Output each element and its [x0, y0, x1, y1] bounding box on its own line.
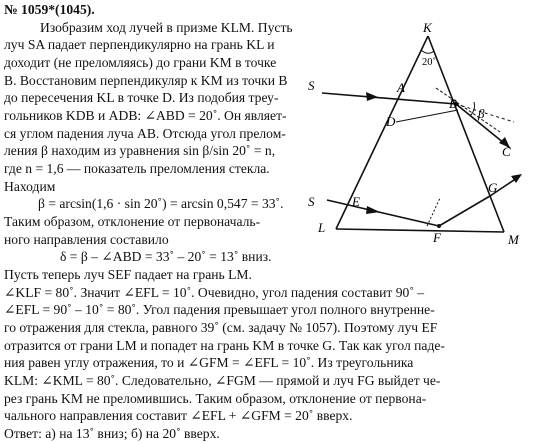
- text-line: ∠EFL = 90˚ – 10˚ = 80˚. Угол падения превышает угол полного внутренне-: [4, 302, 435, 318]
- text-line: где n = 1,6 — показатель преломления стекла.: [4, 161, 270, 176]
- label-a: A: [397, 80, 405, 95]
- label-s1: S: [308, 78, 315, 93]
- text-line: луч SA падает перпендикулярно на грань KL и: [4, 37, 275, 53]
- label-e: E: [352, 194, 360, 209]
- text-line: отразится от грани LM и попадет на грань KM в точке G. Так как угол паде-: [4, 337, 445, 353]
- text-line: ся углом падения луча AB. Отсюда угол прелом-: [4, 125, 286, 141]
- ray-fg: [439, 196, 490, 226]
- text-line: ного направления составило: [4, 231, 169, 247]
- ray-sab: [322, 93, 456, 104]
- problem-number: № 1059*(1045).: [4, 2, 95, 17]
- prism-edge-kl: [336, 36, 428, 229]
- text-line: KLM: ∠KML = 80˚. Следовательно, ∠FGM — прямой и луч FG выйдет че-: [4, 373, 441, 388]
- angle-arc-k: [421, 50, 434, 53]
- label-c: C: [502, 144, 511, 159]
- text-line: Пусть теперь луч SEF падает на грань LM.: [4, 267, 252, 282]
- normal-at-b: [436, 88, 500, 132]
- label-g: G: [488, 180, 498, 195]
- label-l: L: [318, 220, 326, 235]
- text-line: до пересечения KL в точке D. Из подобия треу-: [4, 90, 279, 106]
- label-f: F: [433, 230, 441, 245]
- text-line: чального направления составит ∠EFL + ∠GFM = 20˚ вверх.: [4, 408, 353, 424]
- point-f: [437, 224, 441, 228]
- text-line: доходит (не преломляясь) до грани KM в точке: [4, 55, 277, 70]
- text-line: Находим: [4, 178, 56, 194]
- label-m: M: [508, 232, 519, 247]
- formula-line: β = arcsin(1,6 · sin 20˚) = arcsin 0,547 = 33˚.: [38, 196, 284, 212]
- label-beta: β: [478, 106, 485, 121]
- text-line: гольников KDB и ADB: ∠ABD = 20˚. Он являет-: [4, 108, 287, 123]
- answer-line: Ответ: а) на 13˚ вниз; б) на 20˚ вверх.: [4, 426, 220, 441]
- perpendicular-bd: [396, 110, 458, 122]
- label-angle-20: 20˚: [422, 57, 436, 68]
- text-line: го отражения для стекла, равного 39˚ (см. задачу № 1057). Поэтому луч EF: [4, 320, 438, 335]
- label-s2: S: [308, 194, 315, 209]
- prism-ray-diagram: [292, 18, 546, 263]
- arrowhead: [366, 206, 380, 214]
- text-line: ния равен углу отражения, то и ∠GFM = ∠EFL = 10˚. Из треугольника: [4, 355, 414, 371]
- text-line: ∠KLF = 80˚. Значит ∠EFL = 10˚. Очевидно, угол падения составит 90˚ –: [4, 284, 425, 300]
- dashed-continuation: [456, 104, 514, 122]
- label-d: D: [386, 114, 396, 129]
- text-line: Таким образом, отклонение от первоначаль-: [4, 214, 261, 229]
- arrowhead: [366, 92, 378, 101]
- label-k: K: [423, 20, 432, 35]
- prism-edge-lm: [336, 229, 504, 232]
- text-line: Изобразим ход лучей в призме KLM. Пусть: [40, 19, 293, 35]
- text-line: B. Восстановим перпендикуляр к KM из точки B: [4, 72, 288, 88]
- text-line: ления β находим из уравнения sin β/sin 20˚ = n,: [4, 143, 276, 159]
- normal-at-f: [427, 198, 440, 226]
- label-b: B: [449, 96, 457, 111]
- text-line: рез грань KM не преломившись. Таким образом, отклонение от первона-: [4, 390, 427, 406]
- formula-line: δ = β – ∠ABD = 33˚ – 20˚ = 13˚ вниз.: [60, 249, 272, 265]
